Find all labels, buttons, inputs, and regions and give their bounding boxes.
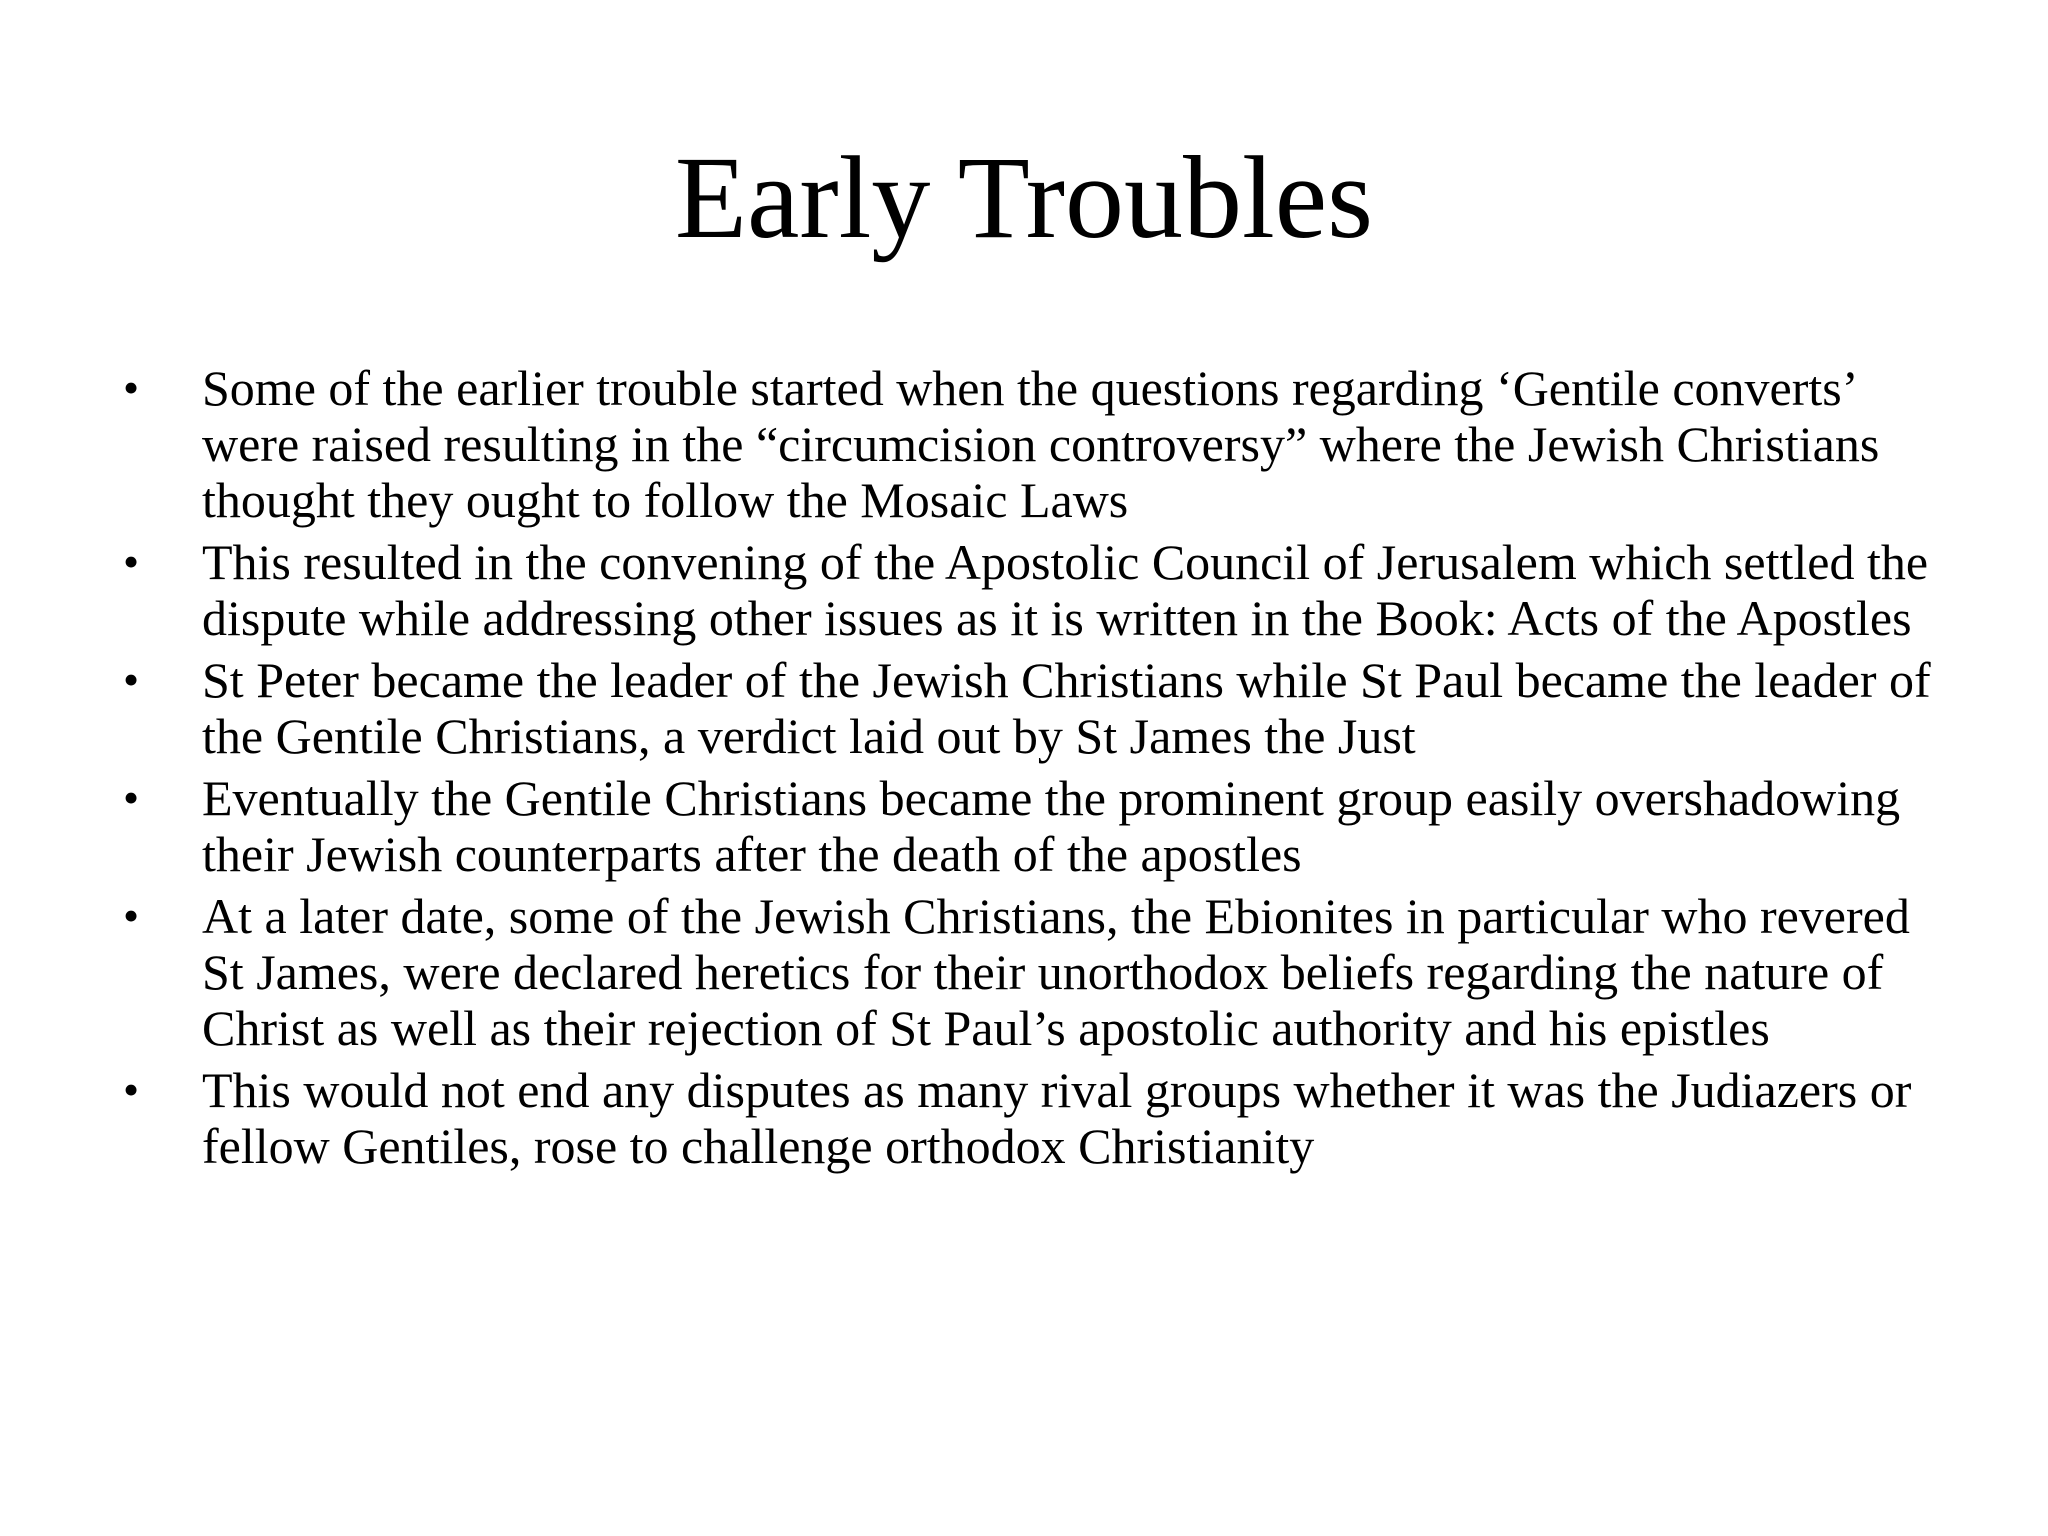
bullet-text: This resulted in the convening of the Apostolic Council of Jerusalem which settled the dispute while addressing other issues as it is written in the Book: Acts of the Apostles: [202, 534, 1929, 646]
bullet-item: [121, 770, 1951, 882]
bullet-dot-icon: •: [123, 1064, 140, 1115]
bullet-text: At a later date, some of the Jewish Christians, the Ebionites in particular who revered St James, were declared heretics for their unorthodox beliefs regarding the nature of Christ as well as their rejection of St Paul’s apostolic authority and his epistles: [202, 888, 1910, 1056]
bullet-text: Eventually the Gentile Christians became the prominent group easily overshadowing their Jewish counterparts after the death of the apostles: [202, 770, 1901, 882]
bullet-text: This would not end any disputes as many rival groups whether it was the Judiazers or fellow Gentiles, rose to challenge orthodox Christianity: [202, 1062, 1912, 1174]
bullet-text: St Peter became the leader of the Jewish Christians while St Paul became the leader of the Gentile Christians, a verdict laid out by St James the Just: [202, 652, 1931, 764]
bullet-item: [121, 534, 1951, 646]
bullet-item: [121, 1062, 1951, 1174]
bullet-list: [121, 360, 1951, 1180]
bullet-item: [121, 360, 1951, 528]
slide-title: Early Troubles: [674, 132, 1374, 263]
bullet-item: [121, 888, 1951, 1056]
bullet-text: Some of the earlier trouble started when the questions regarding ‘Gentile converts’ were raised resulting in the “circumcision controversy” where the Jewish Christians thought they ought to follow the Mosaic Laws: [202, 360, 1880, 528]
bullet-item: [121, 652, 1951, 764]
bullet-dot-icon: •: [123, 772, 140, 823]
bullet-dot-icon: •: [123, 362, 140, 413]
bullet-dot-icon: •: [123, 890, 140, 941]
bullet-dot-icon: •: [123, 654, 140, 705]
bullet-dot-icon: •: [123, 536, 140, 587]
